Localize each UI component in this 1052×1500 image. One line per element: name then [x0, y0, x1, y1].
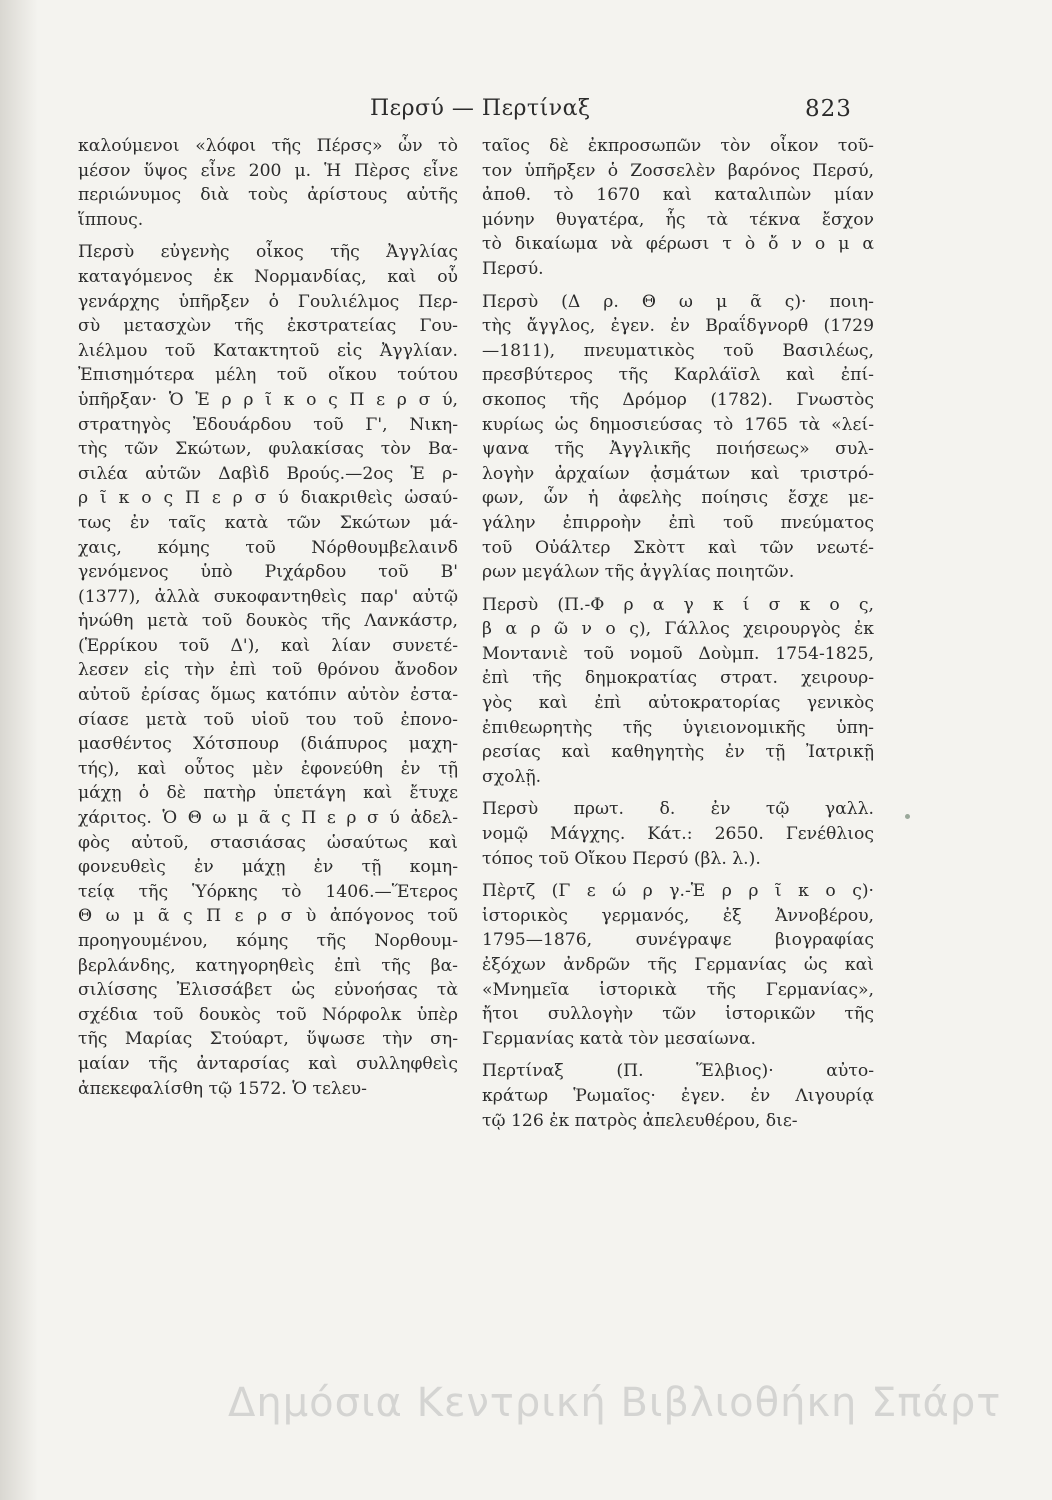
text-line: τής), καὶ οὗτος μὲν ἐφονεύθη ἐν τῇ [78, 758, 458, 779]
text-line: κράτωρ Ῥωμαῖος· ἐγεν. ἐν Λιγουρίᾳ [482, 1085, 874, 1106]
text-line: φονευθεὶς ἐν μάχῃ ἐν τῇ κομη- [78, 857, 458, 878]
text-line: Πὲρτζ (Γ ε ώ ρ γ.-Ἑ ρ ρ ῖ κ ο ς)· [482, 881, 874, 902]
text-line: ρ ῖ κ ο ς Π ε ρ σ ύ διακριθεὶς ὡσαύ- [78, 488, 458, 509]
text-line: λογὴν ἀρχαίων ᾀσμάτων καὶ τριστρό- [482, 463, 874, 484]
text-line: ταῖος δὲ ἐκπροσωπῶν τὸν οἶκον τοῦ- [482, 136, 874, 156]
text-line: γενόμενος ὑπὸ Ριχάρδου τοῦ Β' [78, 562, 458, 583]
page-binding-shadow [0, 0, 38, 1500]
text-line: Θ ω μ ᾶ ς Π ε ρ σ ὺ ἀπόγονος τοῦ [78, 906, 458, 927]
text-line: Μοντανιὲ τοῦ νομοῦ Δοὺμπ. 1754-1825, [482, 643, 874, 664]
text-line: ἐπιθεωρητὴς τῆς ὑγιειονομικῆς ὑπη- [482, 717, 874, 738]
text-line: Γερμανίας κατὰ τὸν μεσαίωνα. [482, 1028, 756, 1049]
text-line: γενάρχης ὑπῆρξεν ὁ Γουλιέλμος Περ- [78, 291, 458, 312]
text-line: ἤτοι συλλογὴν τῶν ἱστορικῶν τῆς [482, 1004, 874, 1025]
ink-speck [905, 814, 910, 819]
text-line: Περσύ. [482, 258, 544, 279]
entry-separator [482, 789, 874, 797]
text-line: Περσὺ εὐγενὴς οἶκος τῆς Ἀγγλίας [78, 242, 458, 263]
text-line: νομῷ Μάγχης. Κάτ.: 2650. Γενέθλιος [482, 824, 874, 845]
text-line: φὸς αὐτοῦ, στασιάσας ὡσαύτως καὶ [78, 832, 458, 853]
text-line: Περσὺ πρωτ. δ. ἐν τῷ γαλλ. [482, 799, 874, 820]
text-line: τον ὑπῆρξεν ὁ Ζοσσελὲν βαρόνος Περσύ, [482, 160, 874, 181]
text-line: γὸς καὶ ἐπὶ αὐτοκρατορίας γενικὸς [482, 693, 874, 714]
text-line: σκοπος τῆς Δρόμορ (1782). Γνωστὸς [482, 389, 874, 410]
right-text-column [482, 134, 874, 1133]
text-line: Περσὺ (Δ ρ. Θ ω μ ᾶ ς)· ποιη- [482, 291, 874, 312]
text-line: μάχῃ ὁ δὲ πατὴρ ὑπετάγη καὶ ἔτυχε [78, 783, 458, 804]
text-line: τόπος τοῦ Οἴκου Περσύ (βλ. λ.). [482, 848, 761, 869]
text-line: στρατηγὸς Ἐδουάρδου τοῦ Γ', Νικη- [78, 414, 458, 435]
text-line: περιώνυμος διὰ τοὺς ἀρίστους αὐτῆς [78, 185, 458, 206]
text-line: (Ἑρρίκου τοῦ Δ'), καὶ λίαν συνετέ- [78, 635, 458, 656]
text-line: σιλίσσης Ἐλισσάβετ ὡς εὐνοήσας τὰ [78, 980, 458, 1001]
text-line: βερλάνδης, κατηγορηθεὶς ἐπὶ τῆς βα- [78, 955, 458, 976]
text-line: ἱστορικὸς γερμανός, ἐξ Ἀννοβέρου, [482, 905, 874, 926]
text-line: σχέδια τοῦ δουκὸς τοῦ Νόρφολκ ὑπὲρ [78, 1004, 458, 1025]
text-line: Περσὺ (Π.-Φ ρ α γ κ ί σ κ ο ς, [482, 594, 874, 615]
text-line: τῆς Μαρίας Στούαρτ, ὕψωσε τὴν ση- [78, 1029, 458, 1050]
entry-separator [482, 871, 874, 879]
text-line: τὸ δικαίωμα νὰ φέρωσι τ ὸ ὄ ν ο μ α [482, 234, 874, 255]
text-line: ἡνώθη μετὰ τοῦ δουκὸς τῆς Λανκάστρ, [78, 611, 458, 632]
text-line: τῷ 126 ἐκ πατρὸς ἀπελευθέρου, διε- [482, 1110, 798, 1131]
entry-separator [482, 585, 874, 593]
text-line: «Μνημεῖα ἱστορικὰ τῆς Γερμανίας», [482, 979, 874, 1000]
text-line: ἐξόχων ἀνδρῶν τῆς Γερμανίας ὡς καὶ [482, 955, 874, 975]
text-line: ρων μεγάλων τῆς ἀγγλίας ποιητῶν. [482, 562, 795, 583]
text-line: μαίαν τῆς ἀνταρσίας καὶ συλληφθεὶς [78, 1053, 458, 1074]
text-line: τοῦ Οὐάλτερ Σκὸττ καὶ τῶν νεωτέ- [482, 537, 874, 558]
text-line: β α ρ ῶ ν ο ς), Γάλλος χειρουργὸς ἐκ [482, 619, 874, 640]
text-line: (1377), ἀλλὰ συκοφαντηθεὶς παρ' αὐτῷ [78, 586, 458, 607]
page-header-title: Περσύ — Περτίναξ [370, 96, 591, 121]
text-line: τείᾳ τῆς Ὑόρκης τὸ 1406.—Ἕτερος [78, 881, 458, 902]
library-watermark: Δημόσια Κεντρική Βιβλιοθήκη Σπάρτ [228, 1380, 1002, 1426]
text-line: Περτίναξ (Π. Ἕλβιος)· αὐτο- [482, 1061, 874, 1082]
text-line: τὴς ἄγγλος, ἐγεν. ἐν Βραΐδγνορθ (1729 [482, 316, 874, 337]
text-line: καλούμενοι «λόφοι τῆς Πέρσς» ὧν τὸ [78, 136, 458, 156]
entry-separator [78, 232, 458, 240]
text-line: ἀπεκεφαλίσθη τῷ 1572. Ὁ τελευ- [78, 1078, 367, 1099]
text-line: φων, ὧν ἡ ἀφελὴς ποίησις ἔσχε με- [482, 488, 874, 509]
text-line: ὑπῆρξαν· Ὁ Ἑ ρ ρ ῖ κ ο ς Π ε ρ σ ύ, [78, 389, 458, 410]
entry-separator [482, 282, 874, 290]
text-line: ψανα τῆς Ἀγγλικῆς ποιήσεως» συλ- [482, 439, 874, 460]
text-line: ἵππους. [78, 209, 144, 230]
left-text-column [78, 134, 458, 1101]
text-line: ἀποθ. τὸ 1670 καὶ καταλιπὼν μίαν [482, 185, 874, 206]
text-line: τὴς τῶν Σκώτων, φυλακίσας τὸν Βα- [78, 439, 458, 460]
text-line: κυρίως ὡς δημοσιεύσας τὸ 1765 τὰ «λεί- [482, 414, 874, 435]
text-line: γάλην ἐπιρροὴν ἐπὶ τοῦ πνεύματος [482, 512, 874, 533]
text-line: ἐπὶ τῆς δημοκρατίας στρατ. χειρουρ- [482, 668, 874, 689]
text-line: σὺ μετασχὼν τῆς ἐκστρατείας Γου- [78, 316, 458, 337]
text-line: —1811), πνευματικὸς τοῦ Βασιλέως, [482, 340, 874, 361]
entry-separator [482, 1051, 874, 1059]
text-line: αὐτοῦ ἐρίσας ὅμως κατόπιν αὐτὸν ἐστα- [78, 685, 458, 706]
text-line: σχολῇ. [482, 766, 542, 787]
page-number: 823 [805, 96, 852, 122]
text-line: λιέλμου τοῦ Κατακτητοῦ εἰς Ἀγγλίαν. [78, 340, 458, 361]
text-line: καταγόμενος ἐκ Νορμανδίας, καὶ οὗ [78, 266, 458, 287]
text-line: πρεσβύτερος τῆς Καρλάϊσλ καὶ ἐπί- [482, 365, 874, 386]
text-line: ρεσίας καὶ καθηγητὴς ἐν τῇ Ἰατρικῇ [482, 742, 874, 763]
text-line: χάριτος. Ὁ Θ ω μ ᾶ ς Π ε ρ σ ύ ἀδελ- [78, 808, 458, 829]
text-line: σίασε μετὰ τοῦ υἱοῦ του τοῦ ἐπονο- [78, 709, 458, 730]
text-line: Ἐπισημότερα μέλη τοῦ οἴκου τούτου [78, 365, 458, 386]
text-line: μόνην θυγατέρα, ἧς τὰ τέκνα ἔσχον [482, 209, 874, 230]
text-line: λεσεν εἰς τὴν ἐπὶ τοῦ θρόνου ἄνοδον [78, 660, 458, 681]
text-line: 1795—1876, συνέγραψε βιογραφίας [482, 930, 874, 951]
text-line: προηγουμένου, κόμης τῆς Νορθουμ- [78, 931, 458, 951]
text-line: μέσον ὕψος εἶνε 200 μ. Ἡ Πὲρσς εἶνε [78, 160, 458, 181]
text-line: τως ἐν ταῖς κατὰ τῶν Σκώτων μά- [78, 512, 458, 533]
text-line: σιλέα αὐτῶν Δαβὶδ Βρούς.—2ος Ἑ ρ- [78, 463, 458, 484]
text-line: χαις, κόμης τοῦ Νόρθουμβελαινδ [78, 537, 458, 558]
text-line: μασθέντος Χότσπουρ (διάπυρος μαχη- [78, 734, 458, 755]
